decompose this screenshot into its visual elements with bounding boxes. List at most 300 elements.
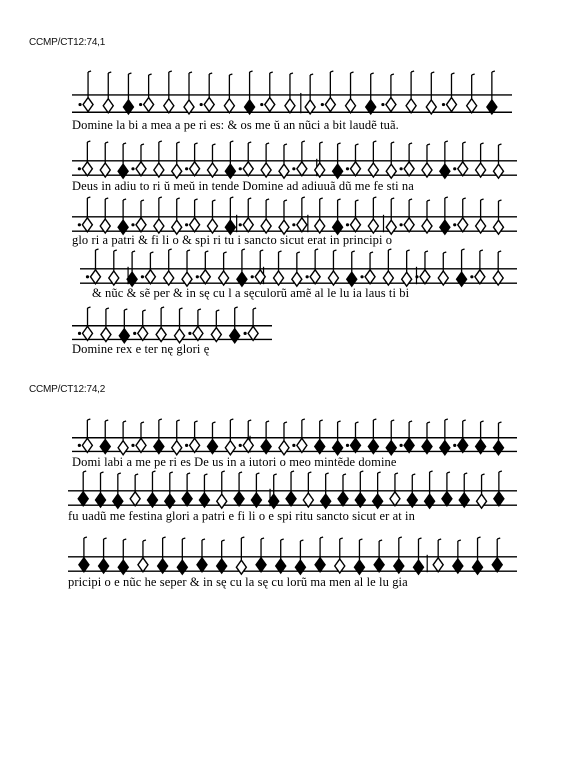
note-head (446, 98, 456, 112)
note-flag (106, 308, 109, 309)
note (415, 251, 430, 284)
note (457, 249, 467, 286)
note-dot (381, 103, 384, 106)
note (217, 471, 227, 508)
note-flag (195, 199, 198, 200)
note-flag (330, 71, 333, 72)
note (394, 537, 404, 573)
note-dot (239, 167, 242, 170)
note (494, 471, 504, 506)
note-head (130, 492, 140, 506)
note (154, 141, 164, 177)
note-flag (409, 143, 412, 144)
note (131, 200, 146, 232)
note (224, 74, 234, 113)
note-head (374, 558, 384, 572)
note (261, 143, 271, 177)
note-flag (472, 74, 475, 75)
note-head (78, 492, 88, 506)
staff-system (72, 418, 517, 478)
note-head (175, 329, 185, 343)
note-flag (242, 249, 245, 250)
note-head (164, 99, 174, 113)
note (493, 251, 503, 285)
note (453, 198, 468, 232)
note-flag (481, 143, 484, 144)
note-dot (78, 167, 81, 170)
note (315, 198, 325, 233)
note-head (82, 218, 92, 232)
note-flag (88, 307, 91, 308)
note-dot (78, 103, 81, 106)
note-dot (400, 167, 403, 170)
note (230, 307, 240, 343)
note (440, 141, 450, 178)
note-dot (133, 332, 136, 335)
note (164, 249, 174, 285)
note-head (292, 272, 302, 286)
note-dot (131, 167, 134, 170)
note-head (493, 441, 503, 455)
note-head (136, 438, 146, 452)
note (245, 71, 255, 114)
note-flag (481, 421, 484, 422)
staff-notation (72, 196, 517, 236)
note-head (225, 441, 235, 455)
note (123, 73, 133, 114)
note-flag (261, 538, 264, 539)
note (177, 538, 187, 574)
note (200, 73, 215, 112)
note (374, 540, 384, 572)
note (196, 251, 211, 284)
note-flag (492, 71, 495, 72)
note-flag (170, 472, 173, 473)
note-head (225, 164, 235, 178)
note-head (493, 220, 503, 234)
note-flag (205, 251, 208, 252)
note-head (297, 218, 307, 232)
note (285, 73, 295, 113)
note-flag (409, 199, 412, 200)
note-head (217, 494, 227, 508)
note (467, 74, 477, 113)
note-head (386, 164, 396, 178)
note-dot (78, 444, 81, 447)
section-heading-2: CCMP/CT12:74,2 (29, 384, 106, 395)
note (261, 199, 271, 233)
note-dot (188, 332, 191, 335)
note-dot (470, 275, 473, 278)
note-flag (250, 71, 253, 72)
note-flag (169, 71, 172, 72)
note-head (365, 270, 375, 284)
note-head (190, 438, 200, 452)
note-head (338, 492, 348, 506)
note-head (79, 558, 89, 572)
note (234, 472, 244, 506)
note-head (440, 441, 450, 455)
note-flag (260, 250, 263, 251)
note-flag (338, 199, 341, 200)
lyric-line: Domine rex e ter nę glori ę (72, 342, 210, 356)
note-dot (251, 275, 254, 278)
note-head (136, 162, 146, 176)
note-flag (212, 422, 215, 423)
note (442, 73, 457, 112)
note-dot (260, 103, 263, 106)
note-dot (239, 444, 242, 447)
note-flag (169, 249, 172, 250)
note (440, 419, 450, 455)
staff-notation (72, 418, 517, 456)
note-flag (128, 73, 131, 74)
note-flag (266, 421, 269, 422)
staff-notation (68, 536, 517, 576)
staff-notation (72, 140, 517, 180)
note-flag (463, 198, 466, 199)
lyric-line: Domi labi a me pe ri es De us in a iutori o meo mintẽde domine (72, 455, 397, 469)
section-heading-1: CCMP/CT12:74,1 (29, 37, 106, 48)
note-head (325, 98, 335, 112)
note-head (406, 99, 416, 113)
note-flag (320, 142, 323, 143)
note-head (165, 494, 175, 508)
note-head (420, 270, 430, 284)
note-flag (177, 198, 180, 199)
note (78, 471, 88, 506)
note (487, 71, 497, 114)
note (147, 471, 157, 507)
note (400, 421, 415, 452)
note (182, 473, 192, 506)
note-flag (407, 250, 410, 251)
note-flag (141, 144, 144, 145)
note-flag (274, 474, 277, 475)
note-head (458, 162, 468, 176)
note-dot (346, 167, 349, 170)
staff-system (72, 140, 517, 200)
note-dot (346, 444, 349, 447)
note-flag (230, 419, 233, 420)
note-flag (230, 197, 233, 198)
note (346, 200, 361, 232)
note (100, 420, 110, 454)
note (425, 471, 435, 508)
note-head (475, 270, 485, 284)
note-flag (300, 540, 303, 541)
lyric-line: glo ri a patri & fi li o & spi ri tu i sancto sicut erat in principi o (72, 233, 393, 247)
note-flag (253, 308, 256, 309)
note-head (83, 326, 93, 340)
note-head (467, 99, 477, 113)
note-head (297, 438, 307, 452)
note-head (103, 99, 113, 113)
note-flag (177, 420, 180, 421)
note-flag (498, 251, 501, 252)
note-head (310, 270, 320, 284)
note (101, 308, 111, 342)
note-flag (229, 74, 232, 75)
note-flag (443, 252, 446, 253)
note-flag (462, 249, 465, 250)
note-flag (209, 73, 212, 74)
note-head (144, 98, 154, 112)
note-flag (320, 537, 323, 538)
note-flag (297, 252, 300, 253)
note-head (492, 558, 502, 572)
note (276, 539, 286, 573)
note-head (279, 441, 289, 455)
note-flag (124, 309, 127, 310)
note-flag (498, 200, 501, 201)
note-flag (123, 143, 126, 144)
note-dot (292, 444, 295, 447)
note (86, 249, 101, 284)
note (335, 538, 345, 573)
note-head (243, 162, 253, 176)
note-dot (453, 167, 456, 170)
note-flag (308, 472, 311, 473)
note-head (279, 164, 289, 178)
note-flag (159, 197, 162, 198)
note-flag (141, 422, 144, 423)
note-flag (373, 197, 376, 198)
note-dot (78, 332, 81, 335)
note-flag (159, 419, 162, 420)
note-head (230, 329, 240, 343)
note (338, 474, 348, 506)
staff-system (80, 248, 517, 308)
note (100, 198, 110, 233)
note (292, 141, 307, 176)
note (260, 72, 275, 112)
note (492, 538, 502, 572)
note-head (425, 494, 435, 508)
note-flag (212, 144, 215, 145)
note-flag (373, 419, 376, 420)
note-flag (438, 539, 441, 540)
note-dot (453, 444, 456, 447)
note (366, 73, 376, 114)
note-flag (123, 199, 126, 200)
note-head (386, 441, 396, 455)
note-flag (132, 251, 135, 252)
note-head (477, 494, 487, 508)
note-head (390, 492, 400, 506)
note-flag (187, 473, 190, 474)
staff-notation (72, 70, 512, 118)
note-flag (351, 72, 354, 73)
note (406, 71, 416, 113)
note (78, 419, 93, 452)
note-flag (224, 252, 227, 253)
note-flag (248, 142, 251, 143)
note-head (315, 558, 325, 572)
note-head (354, 560, 364, 574)
note-flag (163, 537, 166, 538)
note (78, 71, 93, 112)
note-flag (355, 422, 358, 423)
note-head (404, 162, 414, 176)
note-flag (123, 539, 126, 540)
note-flag (198, 309, 201, 310)
note-head (333, 164, 343, 178)
note-head (346, 99, 356, 113)
note-head (197, 558, 207, 572)
note-head (433, 558, 443, 572)
note (156, 307, 166, 342)
note-flag (430, 471, 433, 472)
note-flag (315, 249, 318, 250)
note-flag (425, 251, 428, 252)
note-flag (143, 540, 146, 541)
note (433, 539, 443, 572)
note-flag (256, 473, 259, 474)
note-flag (391, 198, 394, 199)
note-flag (108, 72, 111, 73)
note-flag (270, 72, 273, 73)
note (130, 474, 140, 506)
note-flag (371, 73, 374, 74)
note-flag (105, 142, 108, 143)
note-flag (360, 471, 363, 472)
note-flag (370, 252, 373, 253)
note-flag (482, 474, 485, 475)
note-flag (409, 421, 412, 422)
note-head (286, 492, 296, 506)
note (78, 307, 93, 340)
note-dot (400, 223, 403, 226)
note-head (224, 99, 234, 113)
note-flag (114, 250, 117, 251)
note-flag (338, 421, 341, 422)
note-flag (463, 420, 466, 421)
note-flag (143, 310, 146, 311)
note-flag (478, 537, 481, 538)
note-flag (87, 141, 90, 142)
note-flag (149, 74, 152, 75)
note-dot (244, 332, 247, 335)
note (286, 471, 296, 506)
note-head (404, 438, 414, 452)
note-dot (78, 223, 81, 226)
note-flag (463, 142, 466, 143)
note-head (190, 218, 200, 232)
note (237, 249, 247, 286)
note-flag (427, 422, 430, 423)
note-head (265, 98, 275, 112)
note (400, 199, 415, 232)
note-dot (86, 275, 89, 278)
note-head (138, 558, 148, 572)
note (184, 72, 194, 114)
note (306, 249, 321, 284)
note (459, 473, 469, 507)
note-flag (498, 144, 501, 145)
note (315, 420, 325, 454)
note-flag (150, 252, 153, 253)
note-flag (320, 420, 323, 421)
note-head (297, 162, 307, 176)
note-flag (481, 199, 484, 200)
note-flag (101, 472, 104, 473)
note-head (494, 492, 504, 506)
note-head (442, 492, 452, 506)
note (96, 472, 106, 507)
note-flag (445, 419, 448, 420)
staff-system (68, 470, 517, 530)
lyric-line: pricipi o e nũc he seper & in sę cu la sę cu lorũ ma men al le lu gia (68, 575, 408, 589)
note-flag (180, 308, 183, 309)
note-dot (131, 444, 134, 447)
note-flag (343, 474, 346, 475)
note-head (243, 438, 253, 452)
staff-system (72, 306, 272, 366)
note (78, 141, 93, 176)
note (400, 143, 415, 176)
note-flag (391, 74, 394, 75)
note-head (350, 438, 360, 452)
note (79, 537, 89, 572)
note-dot (292, 167, 295, 170)
note-flag (182, 538, 185, 539)
note-flag (480, 250, 483, 251)
note-flag (445, 197, 448, 198)
note-head (82, 438, 92, 452)
note-flag (84, 537, 87, 538)
note (197, 539, 207, 572)
note-head (138, 326, 148, 340)
note (239, 198, 254, 232)
note-dot (360, 275, 363, 278)
note-head (83, 98, 93, 112)
note (131, 144, 146, 176)
note-flag (418, 538, 421, 539)
note-head (457, 272, 467, 286)
note-head (440, 164, 450, 178)
note-head (285, 99, 295, 113)
note-flag (118, 473, 121, 474)
note-flag (447, 472, 450, 473)
note-dot (442, 103, 445, 106)
note-head (333, 441, 343, 455)
staff-system (68, 536, 517, 596)
note-head (347, 272, 357, 286)
note-flag (355, 200, 358, 201)
note-head (350, 162, 360, 176)
note (239, 420, 254, 452)
note-head (243, 218, 253, 232)
note-head (493, 164, 503, 178)
note-flag (281, 539, 284, 540)
staff-notation (68, 470, 517, 510)
note-flag (445, 141, 448, 142)
note-flag (159, 141, 162, 142)
note-head (82, 162, 92, 176)
note-flag (284, 422, 287, 423)
note-flag (379, 540, 382, 541)
note-flag (202, 539, 205, 540)
note-flag (83, 471, 86, 472)
note (470, 250, 485, 284)
note-flag (230, 141, 233, 142)
note-flag (333, 250, 336, 251)
note-flag (338, 143, 341, 144)
note (154, 419, 164, 454)
note-head (136, 218, 146, 232)
note (321, 71, 336, 112)
